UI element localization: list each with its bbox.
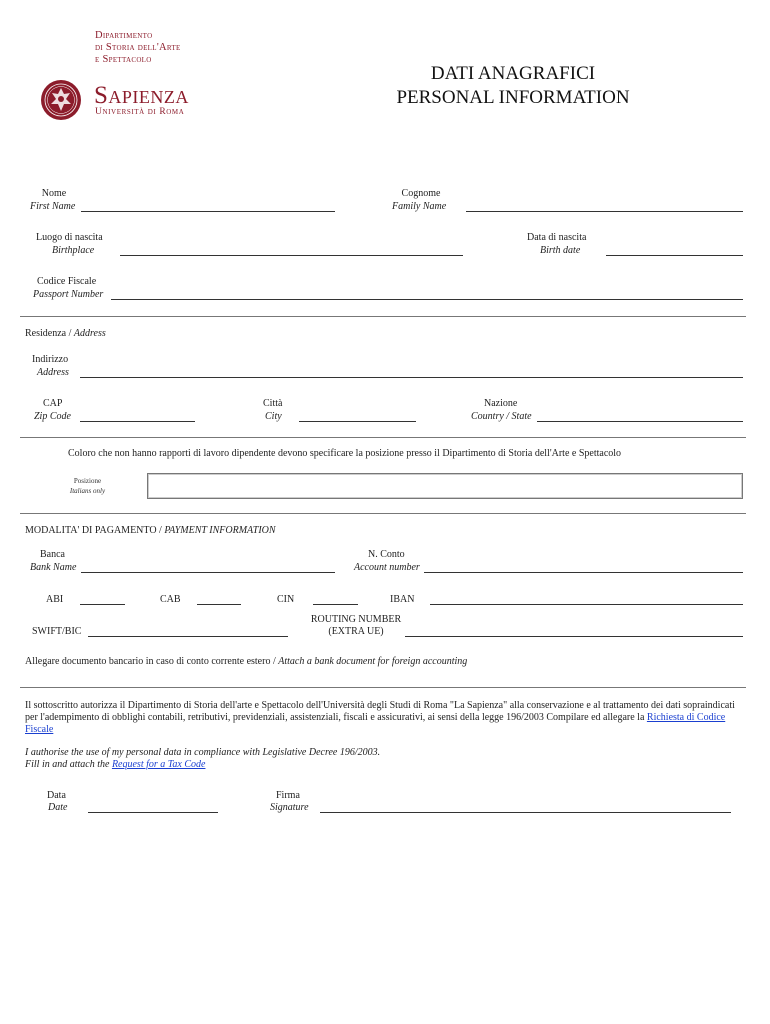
residence-heading-it: Residenza / [25,328,74,339]
page-title [360,62,666,110]
bank-label: Banca [40,549,65,560]
bank-name-label-en: Bank Name [30,562,77,573]
attach-note-en: Attach a bank document for foreign accounting [278,656,468,667]
signature-label: Firma [276,790,300,801]
city-label: Città [263,398,283,409]
passport-label: Passport Number [33,289,104,300]
sapienza-seal-icon [40,79,82,121]
title-english: PERSONAL INFORMATION [396,87,630,108]
country-label: Nazione [484,398,518,409]
tax-code-request-link-en[interactable]: Request for a Tax Code [111,759,206,770]
title-italian: DATI ANAGRAFICI [430,63,596,84]
consent-text-en: I authorise the use of my personal data in compliance with Legislative Decree 196/2003. [25,747,381,758]
residence-heading [25,328,106,340]
consent-paragraph [25,700,737,736]
attach-note [25,656,467,668]
first-name-label: Nome [41,188,67,199]
birth-date-label: Data di nascita [527,232,587,243]
family-name-field[interactable] [466,211,743,212]
city-field[interactable] [299,421,416,422]
birthplace-label-en: Birthplace [52,245,95,256]
account-field[interactable] [424,572,743,573]
signature-field[interactable] [320,812,731,813]
consent-attach-text: Fill in and attach the [25,759,112,770]
family-name-label-en: Family Name [392,201,447,212]
payment-heading-it: MODALITA' DI PAGAMENTO / [25,525,165,536]
routing-label-extra: (EXTRA UE) [328,626,384,637]
zip-label-en: Zip Code [34,411,71,422]
dept-line-1: Dipartimento [95,30,153,41]
tax-code-request-link-it[interactable]: Richiesta di Codice Fiscale [25,712,726,735]
department-name [95,30,181,66]
cin-field[interactable] [313,604,358,605]
abi-label: ABI [46,594,64,605]
italians-only-label: Italians only [69,487,106,495]
routing-field[interactable] [405,636,743,637]
bank-name-field[interactable] [81,572,335,573]
divider [20,437,746,438]
divider [20,687,746,688]
date-label: Data [47,790,66,801]
routing-label: ROUTING NUMBER [310,614,402,625]
signature-label-en: Signature [270,802,309,813]
divider [20,316,746,317]
zip-label: CAP [43,398,63,409]
first-name-field[interactable] [81,211,335,212]
iban-label: IBAN [390,594,415,605]
birthplace-label: Luogo di nascita [36,232,103,243]
cin-label: CIN [277,594,295,605]
cab-label: CAB [160,594,181,605]
address-field[interactable] [80,377,743,378]
position-note: Coloro che non hanno rapporti di lavoro dipendente devono specificare la posizione presso il Dipartimento di Storia dell'Arte e Spettacolo [68,448,622,459]
tax-code-label: Codice Fiscale [37,276,97,287]
birth-date-label-en: Birth date [540,245,581,256]
birthplace-field[interactable] [120,255,463,256]
account-label-en: Account number [354,562,420,573]
tax-code-field[interactable] [111,299,743,300]
zip-field[interactable] [80,421,195,422]
dept-line-2: di Storia dell'Arte [95,42,181,53]
country-label-en: Country / State [471,411,532,422]
attach-note-it: Allegare documento bancario in caso di conto corrente estero / [25,656,279,667]
abi-field[interactable] [80,604,125,605]
logo-wordmark: Sapienza [94,82,189,109]
consent-attach-en [25,759,205,771]
account-label: N. Conto [368,549,405,560]
dept-line-3: e Spettacolo [95,54,152,65]
position-label: Posizione [73,477,102,485]
payment-heading [25,525,276,537]
divider [20,513,746,514]
swift-field[interactable] [88,636,288,637]
residence-heading-en: Address [73,328,106,339]
address-label: Indirizzo [32,354,69,365]
logo-subtitle: Università di Roma [95,107,185,117]
date-label-en: Date [48,802,68,813]
swift-label: SWIFT/BIC [32,626,82,637]
city-label-en: City [265,411,282,422]
address-label-en: Address [37,367,69,378]
position-input[interactable] [147,473,743,499]
family-name-label: Cognome [401,188,441,199]
payment-heading-en: PAYMENT INFORMATION [164,525,276,536]
first-name-label-en: First Name [30,201,76,212]
consent-text-it: Il sottoscritto autorizza il Dipartimento di Storia dell'arte e Spettacolo dell'Università degli Studi di Roma "La Sapienza" alla conservazione e al trattamento dei dati sopraindicati per l'adempimento di obblighi contabili, retributivi, previdenziali, assistenziali, fiscali e assicurativi, ai sensi della legge 196/2003 Compilare ed allegare la [25,700,735,723]
birth-date-field[interactable] [606,255,743,256]
iban-field[interactable] [430,604,743,605]
cab-field[interactable] [197,604,241,605]
date-field[interactable] [88,812,218,813]
country-field[interactable] [537,421,743,422]
